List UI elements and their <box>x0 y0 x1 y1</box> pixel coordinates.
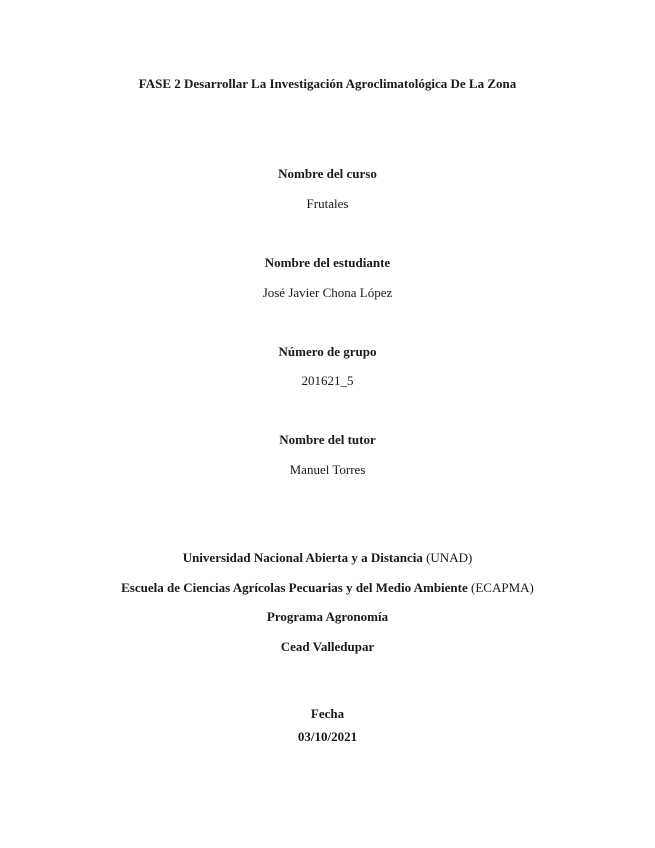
cead-name: Cead Valledupar <box>280 639 375 654</box>
university-name: Universidad Nacional Abierta y a Distancia <box>182 550 423 565</box>
university-line <box>0 550 655 566</box>
course-value: Frutales <box>306 196 349 211</box>
school-abbr: (ECAPMA) <box>471 580 534 595</box>
date-value: 03/10/2021 <box>297 729 358 744</box>
group-label: Número de grupo <box>278 344 377 359</box>
date-label: Fecha <box>310 706 345 721</box>
document-title: FASE 2 Desarrollar La Investigación Agroclimatológica De La Zona <box>138 76 517 91</box>
program-name: Programa Agronomía <box>266 609 389 624</box>
student-value: José Javier Chona López <box>262 285 393 300</box>
student-label: Nombre del estudiante <box>264 255 391 270</box>
group-value: 201621_5 <box>301 373 354 388</box>
course-label: Nombre del curso <box>278 166 377 181</box>
university-abbr: (UNAD) <box>426 550 473 565</box>
tutor-value: Manuel Torres <box>289 462 366 477</box>
school-line <box>0 580 655 596</box>
school-name: Escuela de Ciencias Agrícolas Pecuarias y del Medio Ambiente <box>121 580 468 595</box>
tutor-label: Nombre del tutor <box>279 432 376 447</box>
